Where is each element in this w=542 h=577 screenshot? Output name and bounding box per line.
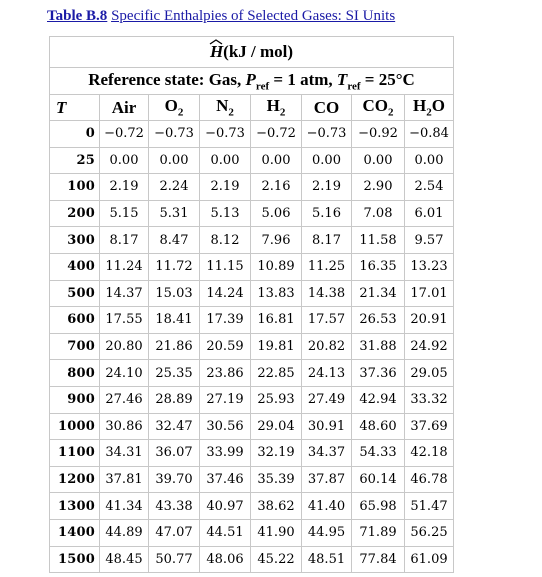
table-row	[50, 493, 454, 520]
table-row	[50, 466, 454, 493]
enthalpy-cell: 43.38	[149, 493, 200, 520]
enthalpy-cell: 48.51	[302, 546, 352, 573]
enthalpy-cell: 5.16	[302, 200, 352, 227]
enthalpy-cell: 37.36	[352, 360, 405, 387]
enthalpy-cell: 16.35	[352, 253, 405, 280]
table-row	[50, 333, 454, 360]
enthalpy-cell: 41.90	[251, 519, 302, 546]
enthalpy-cell: 27.49	[302, 386, 352, 413]
enthalpy-cell: 13.23	[405, 253, 454, 280]
table-caption-label: Table B.8	[47, 8, 108, 24]
enthalpy-cell: 17.57	[302, 307, 352, 334]
enthalpy-cell: 37.81	[100, 466, 149, 493]
enthalpy-cell: 5.13	[200, 200, 251, 227]
enthalpy-cell: 32.47	[149, 413, 200, 440]
enthalpy-cell: 38.62	[251, 493, 302, 520]
enthalpy-cell: 44.89	[100, 519, 149, 546]
temperature-cell: 1000	[50, 413, 100, 440]
enthalpy-cell: 41.40	[302, 493, 352, 520]
enthalpy-cell: 7.96	[251, 227, 302, 254]
enthalpy-cell: 18.41	[149, 307, 200, 334]
enthalpy-cell: 0.00	[405, 147, 454, 174]
temperature-cell: 200	[50, 200, 100, 227]
enthalpy-cell: 5.31	[149, 200, 200, 227]
temperature-cell: 100	[50, 174, 100, 201]
enthalpy-cell: 0.00	[100, 147, 149, 174]
temperature-cell: 400	[50, 253, 100, 280]
enthalpy-cell: 46.78	[405, 466, 454, 493]
enthalpy-cell: 11.58	[352, 227, 405, 254]
enthalpy-cell: 24.92	[405, 333, 454, 360]
enthalpy-cell: 21.86	[149, 333, 200, 360]
enthalpy-cell: 19.81	[251, 333, 302, 360]
enthalpy-cell: 31.88	[352, 333, 405, 360]
hat-mark	[209, 39, 223, 45]
enthalpy-cell: 5.06	[251, 200, 302, 227]
enthalpy-cell: 17.01	[405, 280, 454, 307]
enthalpy-cell: 34.37	[302, 440, 352, 467]
enthalpy-cell: 23.86	[200, 360, 251, 387]
enthalpy-cell: 56.25	[405, 519, 454, 546]
enthalpy-cell: 2.19	[100, 174, 149, 201]
table-row	[50, 174, 454, 201]
enthalpy-cell: 14.24	[200, 280, 251, 307]
temperature-cell: 1100	[50, 440, 100, 467]
enthalpy-cell: 9.57	[405, 227, 454, 254]
enthalpy-cell: 10.89	[251, 253, 302, 280]
table-caption-link[interactable]: Specific Enthalpies of Selected Gases: SI Units	[111, 8, 396, 24]
enthalpy-cell: 65.98	[352, 493, 405, 520]
table-row	[50, 307, 454, 334]
enthalpy-cell: 16.81	[251, 307, 302, 334]
enthalpy-cell: −0.72	[251, 121, 302, 148]
enthalpy-cell: 33.32	[405, 386, 454, 413]
enthalpy-cell: 50.77	[149, 546, 200, 573]
enthalpy-cell: 20.91	[405, 307, 454, 334]
enthalpy-cell: 37.46	[200, 466, 251, 493]
enthalpy-cell: 47.07	[149, 519, 200, 546]
enthalpy-cell: 42.94	[352, 386, 405, 413]
enthalpy-cell: 15.03	[149, 280, 200, 307]
enthalpy-cell: 25.93	[251, 386, 302, 413]
enthalpy-cell: 42.18	[405, 440, 454, 467]
enthalpy-cell: 37.87	[302, 466, 352, 493]
enthalpy-cell: 14.37	[100, 280, 149, 307]
temperature-cell: 1500	[50, 546, 100, 573]
enthalpy-cell: 13.83	[251, 280, 302, 307]
temperature-column-header: T	[50, 95, 100, 121]
quantity-units: (kJ / mol)	[223, 42, 294, 61]
gas-column-header: $H_2O$	[405, 95, 454, 121]
temperature-cell: 1200	[50, 466, 100, 493]
enthalpy-cell: 48.06	[200, 546, 251, 573]
enthalpy-cell: 20.59	[200, 333, 251, 360]
table-row	[50, 440, 454, 467]
enthalpy-cell: 61.09	[405, 546, 454, 573]
enthalpy-cell: 24.13	[302, 360, 352, 387]
table-row	[50, 280, 454, 307]
enthalpy-cell: 48.45	[100, 546, 149, 573]
enthalpy-cell: 20.80	[100, 333, 149, 360]
quantity-header	[50, 37, 454, 68]
enthalpy-cell: 44.95	[302, 519, 352, 546]
temperature-cell: 900	[50, 386, 100, 413]
enthalpy-cell: 27.19	[200, 386, 251, 413]
enthalpy-cell: −0.73	[302, 121, 352, 148]
temperature-cell: 700	[50, 333, 100, 360]
table-row	[50, 227, 454, 254]
gas-column-header: CO	[302, 95, 352, 121]
enthalpy-cell: 33.99	[200, 440, 251, 467]
gas-column-header: $CO_2$	[352, 95, 405, 121]
enthalpy-cell: 39.70	[149, 466, 200, 493]
enthalpy-cell: 11.72	[149, 253, 200, 280]
enthalpy-cell: 21.34	[352, 280, 405, 307]
enthalpy-cell: 30.86	[100, 413, 149, 440]
enthalpy-cell: 11.15	[200, 253, 251, 280]
enthalpy-cell: 24.10	[100, 360, 149, 387]
enthalpy-cell: 2.90	[352, 174, 405, 201]
enthalpy-cell: 8.12	[200, 227, 251, 254]
enthalpy-cell: 0.00	[352, 147, 405, 174]
table-caption	[47, 7, 395, 25]
enthalpy-cell: 8.47	[149, 227, 200, 254]
temperature-cell: 1400	[50, 519, 100, 546]
enthalpy-cell: 77.84	[352, 546, 405, 573]
enthalpy-cell: 34.31	[100, 440, 149, 467]
temperature-cell: 800	[50, 360, 100, 387]
table-row	[50, 147, 454, 174]
enthalpy-cell: 5.15	[100, 200, 149, 227]
enthalpy-cell: 0.00	[302, 147, 352, 174]
enthalpy-cell: 32.19	[251, 440, 302, 467]
temperature-cell: 500	[50, 280, 100, 307]
enthalpy-cell: 25.35	[149, 360, 200, 387]
enthalpy-cell: 28.89	[149, 386, 200, 413]
enthalpy-cell: 2.24	[149, 174, 200, 201]
table-row	[50, 253, 454, 280]
enthalpy-cell: 0.00	[200, 147, 251, 174]
enthalpy-cell: 17.39	[200, 307, 251, 334]
temperature-cell: 300	[50, 227, 100, 254]
enthalpy-cell: 41.34	[100, 493, 149, 520]
table-row	[50, 121, 454, 148]
enthalpy-cell: 27.46	[100, 386, 149, 413]
gas-column-header: $O_2$	[149, 95, 200, 121]
enthalpy-cell: 30.91	[302, 413, 352, 440]
temperature-cell: 0	[50, 121, 100, 148]
temperature-cell: 1300	[50, 493, 100, 520]
enthalpy-cell: 20.82	[302, 333, 352, 360]
enthalpy-symbol: H	[210, 42, 223, 62]
reference-state: Reference state: Gas, $P_{ref} = 1$ atm, $T_{ref} = 25^\circ C$	[50, 68, 454, 95]
enthalpy-table	[49, 36, 454, 573]
enthalpy-cell: −0.72	[100, 121, 149, 148]
enthalpy-cell: 26.53	[352, 307, 405, 334]
enthalpy-cell: 54.33	[352, 440, 405, 467]
enthalpy-cell: 8.17	[100, 227, 149, 254]
temperature-cell: 25	[50, 147, 100, 174]
enthalpy-cell: −0.92	[352, 121, 405, 148]
enthalpy-cell: 2.16	[251, 174, 302, 201]
enthalpy-cell: 48.60	[352, 413, 405, 440]
enthalpy-cell: 71.89	[352, 519, 405, 546]
enthalpy-cell: 17.55	[100, 307, 149, 334]
enthalpy-cell: 29.04	[251, 413, 302, 440]
enthalpy-cell: 30.56	[200, 413, 251, 440]
enthalpy-cell: 51.47	[405, 493, 454, 520]
enthalpy-cell: 45.22	[251, 546, 302, 573]
enthalpy-cell: −0.73	[149, 121, 200, 148]
enthalpy-cell: −0.84	[405, 121, 454, 148]
enthalpy-cell: 40.97	[200, 493, 251, 520]
enthalpy-cell: 0.00	[149, 147, 200, 174]
enthalpy-cell: 35.39	[251, 466, 302, 493]
enthalpy-cell: 2.19	[302, 174, 352, 201]
enthalpy-cell: 22.85	[251, 360, 302, 387]
enthalpy-cell: 2.19	[200, 174, 251, 201]
enthalpy-cell: 6.01	[405, 200, 454, 227]
table-row	[50, 519, 454, 546]
enthalpy-cell: 37.69	[405, 413, 454, 440]
enthalpy-cell: 11.24	[100, 253, 149, 280]
enthalpy-cell: 8.17	[302, 227, 352, 254]
enthalpy-cell: 44.51	[200, 519, 251, 546]
table-row	[50, 386, 454, 413]
enthalpy-cell: 29.05	[405, 360, 454, 387]
gas-column-header: $N_2$	[200, 95, 251, 121]
enthalpy-cell: −0.73	[200, 121, 251, 148]
enthalpy-cell: 7.08	[352, 200, 405, 227]
table-row	[50, 360, 454, 387]
temperature-cell: 600	[50, 307, 100, 334]
gas-column-header: $H_2$	[251, 95, 302, 121]
gas-column-header: Air	[100, 95, 149, 121]
table-row	[50, 200, 454, 227]
table-row	[50, 413, 454, 440]
enthalpy-cell: 2.54	[405, 174, 454, 201]
enthalpy-cell: 14.38	[302, 280, 352, 307]
enthalpy-cell: 0.00	[251, 147, 302, 174]
table-row	[50, 546, 454, 573]
enthalpy-cell: 60.14	[352, 466, 405, 493]
enthalpy-cell: 11.25	[302, 253, 352, 280]
enthalpy-cell: 36.07	[149, 440, 200, 467]
